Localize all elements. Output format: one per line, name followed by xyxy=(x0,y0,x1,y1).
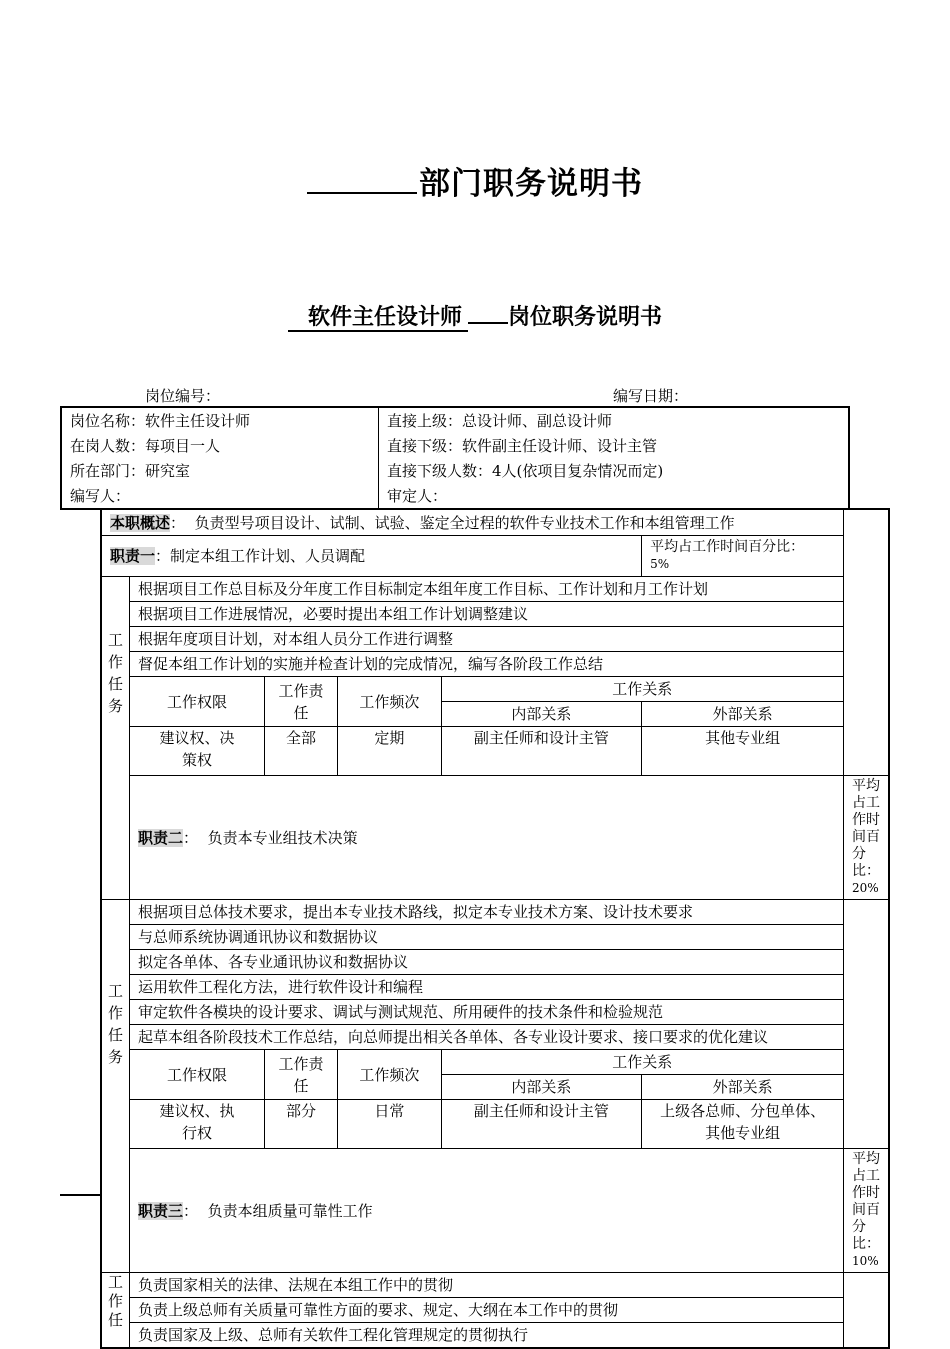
external-header: 外部关系 xyxy=(642,702,844,727)
percent-value: 20% xyxy=(852,881,879,895)
responsibility-header: 工作责任 xyxy=(264,1050,337,1100)
frequency-value: 定期 xyxy=(338,727,441,776)
duty-percent xyxy=(844,776,890,900)
header-cell: 直接下级人数：4人(依项目复杂情况而定) xyxy=(379,458,850,483)
duty-label: 职责一 xyxy=(110,547,156,565)
vert-char: 任 xyxy=(108,1026,124,1044)
task-item: 根据项目总体技术要求，提出本专业技术路线，拟定本专业技术方案、设计技术要求 xyxy=(130,900,844,925)
vert-char: 务 xyxy=(108,1048,124,1066)
percent-value: 10% xyxy=(852,1254,879,1268)
percent-label: 平均占工作时间百分比： xyxy=(650,539,805,555)
position-name: 软件主任设计师 xyxy=(288,305,468,332)
date-label: 编写日期： xyxy=(613,387,689,405)
responsibility-value: 全部 xyxy=(264,727,337,776)
task-item: 根据项目工作进展情况，必要时提出本组工作计划调整建议 xyxy=(130,602,844,627)
duty-percent xyxy=(642,536,844,577)
vert-char: 务 xyxy=(108,697,124,715)
percent-label: 平均占工作时间百分比： xyxy=(852,1151,880,1252)
document-title-text: 部门职务说明书 xyxy=(419,166,643,202)
duty-colon: ： xyxy=(183,1201,199,1220)
summary-text: 负责型号项目设计、试制、试验、鉴定全过程的软件专业技术工作和本组管理工作 xyxy=(194,513,735,532)
vert-char: 工 xyxy=(108,982,124,1000)
header-cell: 审定人： xyxy=(379,483,850,509)
title-blank-line xyxy=(307,164,417,194)
task-item: 审定软件各模块的设计要求、调试与测试规范、所用硬件的技术条件和检验规范 xyxy=(130,1000,844,1025)
position-title-suffix: 岗位职务说明书 xyxy=(508,305,663,330)
authority-header: 工作权限 xyxy=(130,677,265,727)
header-cell: 直接下级：软件副主任设计师、设计主管 xyxy=(379,433,850,458)
duty-label: 职责三 xyxy=(138,1201,184,1220)
authority-line: 行权 xyxy=(181,1124,212,1142)
duty-colon: ： xyxy=(155,547,171,565)
authority-line: 建议权、执 xyxy=(159,1102,235,1120)
authority-value xyxy=(130,727,265,776)
relations-header: 工作关系 xyxy=(441,1050,843,1075)
header-cell: 所在部门：研究室 xyxy=(70,461,191,480)
duty-text: 负责本专业组技术决策 xyxy=(207,828,358,847)
internal-value: 副主任师和设计主管 xyxy=(441,1100,642,1149)
summary-row xyxy=(101,509,844,536)
task-vertical-label xyxy=(101,577,130,900)
responsibility-header: 工作责任 xyxy=(264,677,337,727)
position-title xyxy=(0,300,950,331)
position-code-label: 岗位编号： xyxy=(145,387,221,405)
summary-label: 本职概述 xyxy=(110,513,171,532)
task-item: 根据项目工作总目标及分年度工作目标制定本组年度工作目标、工作计划和月工作计划 xyxy=(130,577,844,602)
external-header: 外部关系 xyxy=(642,1075,844,1100)
vert-char: 任 xyxy=(108,675,124,693)
duty-header xyxy=(101,536,642,577)
frequency-header: 工作频次 xyxy=(338,1050,441,1100)
duties-table xyxy=(100,508,890,1349)
responsibility-value: 部分 xyxy=(264,1100,337,1149)
task-item: 根据年度项目计划，对本组人员分工作进行调整 xyxy=(130,627,844,652)
header-cell: 编写人： xyxy=(70,486,131,505)
vert-char: 工 xyxy=(108,1273,124,1291)
task-item: 运用软件工程化方法，进行软件设计和编程 xyxy=(130,975,844,1000)
task-item: 拟定各单体、各专业通讯协议和数据协议 xyxy=(130,950,844,975)
frequency-header: 工作频次 xyxy=(338,677,441,727)
authority-header: 工作权限 xyxy=(130,1050,265,1100)
header-cell: 岗位名称：软件主任设计师 xyxy=(70,411,251,430)
internal-header: 内部关系 xyxy=(441,702,642,727)
duty-header xyxy=(130,776,844,900)
authority-line: 建议权、决 xyxy=(159,729,235,747)
document-title xyxy=(0,158,950,203)
vert-char: 工 xyxy=(108,631,124,649)
header-cell: 直接上级：总设计师、副总设计师 xyxy=(379,407,850,433)
left-bottom-rule xyxy=(60,1194,100,1196)
external-line: 其他专业组 xyxy=(705,1124,781,1142)
task-vertical-label xyxy=(101,1273,130,1349)
header-cell: 在岗人数：每项目一人 xyxy=(70,436,221,455)
vert-char: 作 xyxy=(108,1004,124,1022)
duty-colon: ： xyxy=(183,828,199,847)
task-item: 起草本组各阶段技术工作总结，向总师提出相关各单体、各专业设计要求、接口要求的优化建议 xyxy=(130,1025,844,1050)
duty-header xyxy=(130,1149,844,1273)
task-item: 督促本组工作计划的实施并检查计划的完成情况，编写各阶段工作总结 xyxy=(130,652,844,677)
internal-header: 内部关系 xyxy=(441,1075,642,1100)
task-item: 负责上级总师有关质量可靠性方面的要求、规定、大纲在本工作中的贯彻 xyxy=(130,1298,844,1323)
duty-percent xyxy=(844,1149,890,1273)
task-item: 与总师系统协调通讯协议和数据协议 xyxy=(130,925,844,950)
task-item: 负责国家及上级、总师有关软件工程化管理规定的贯彻执行 xyxy=(130,1323,844,1349)
summary-colon: ： xyxy=(170,513,186,532)
relations-header: 工作关系 xyxy=(441,677,843,702)
external-value xyxy=(642,1100,844,1149)
authority-line: 策权 xyxy=(181,751,212,769)
duty-text: 制定本组工作计划、人员调配 xyxy=(170,547,366,565)
authority-value xyxy=(130,1100,265,1149)
vert-char: 作 xyxy=(108,1292,124,1310)
header-info-table xyxy=(60,406,850,510)
position-name-underline xyxy=(468,302,508,324)
duty-text: 负责本组质量可靠性工作 xyxy=(207,1201,373,1220)
duty-label: 职责二 xyxy=(138,828,184,847)
vert-char: 作 xyxy=(108,653,124,671)
task-item: 负责国家相关的法律、法规在本组工作中的贯彻 xyxy=(130,1273,844,1298)
internal-value: 副主任师和设计主管 xyxy=(441,727,642,776)
task-vertical-label xyxy=(101,900,130,1273)
percent-value: 5% xyxy=(650,557,670,571)
external-line: 上级各总师、分包单体、 xyxy=(660,1102,826,1120)
frequency-value: 日常 xyxy=(338,1100,441,1149)
external-value: 其他专业组 xyxy=(642,727,844,776)
vert-char: 任 xyxy=(108,1311,124,1329)
percent-label: 平均占工作时间百分比： xyxy=(852,778,880,879)
